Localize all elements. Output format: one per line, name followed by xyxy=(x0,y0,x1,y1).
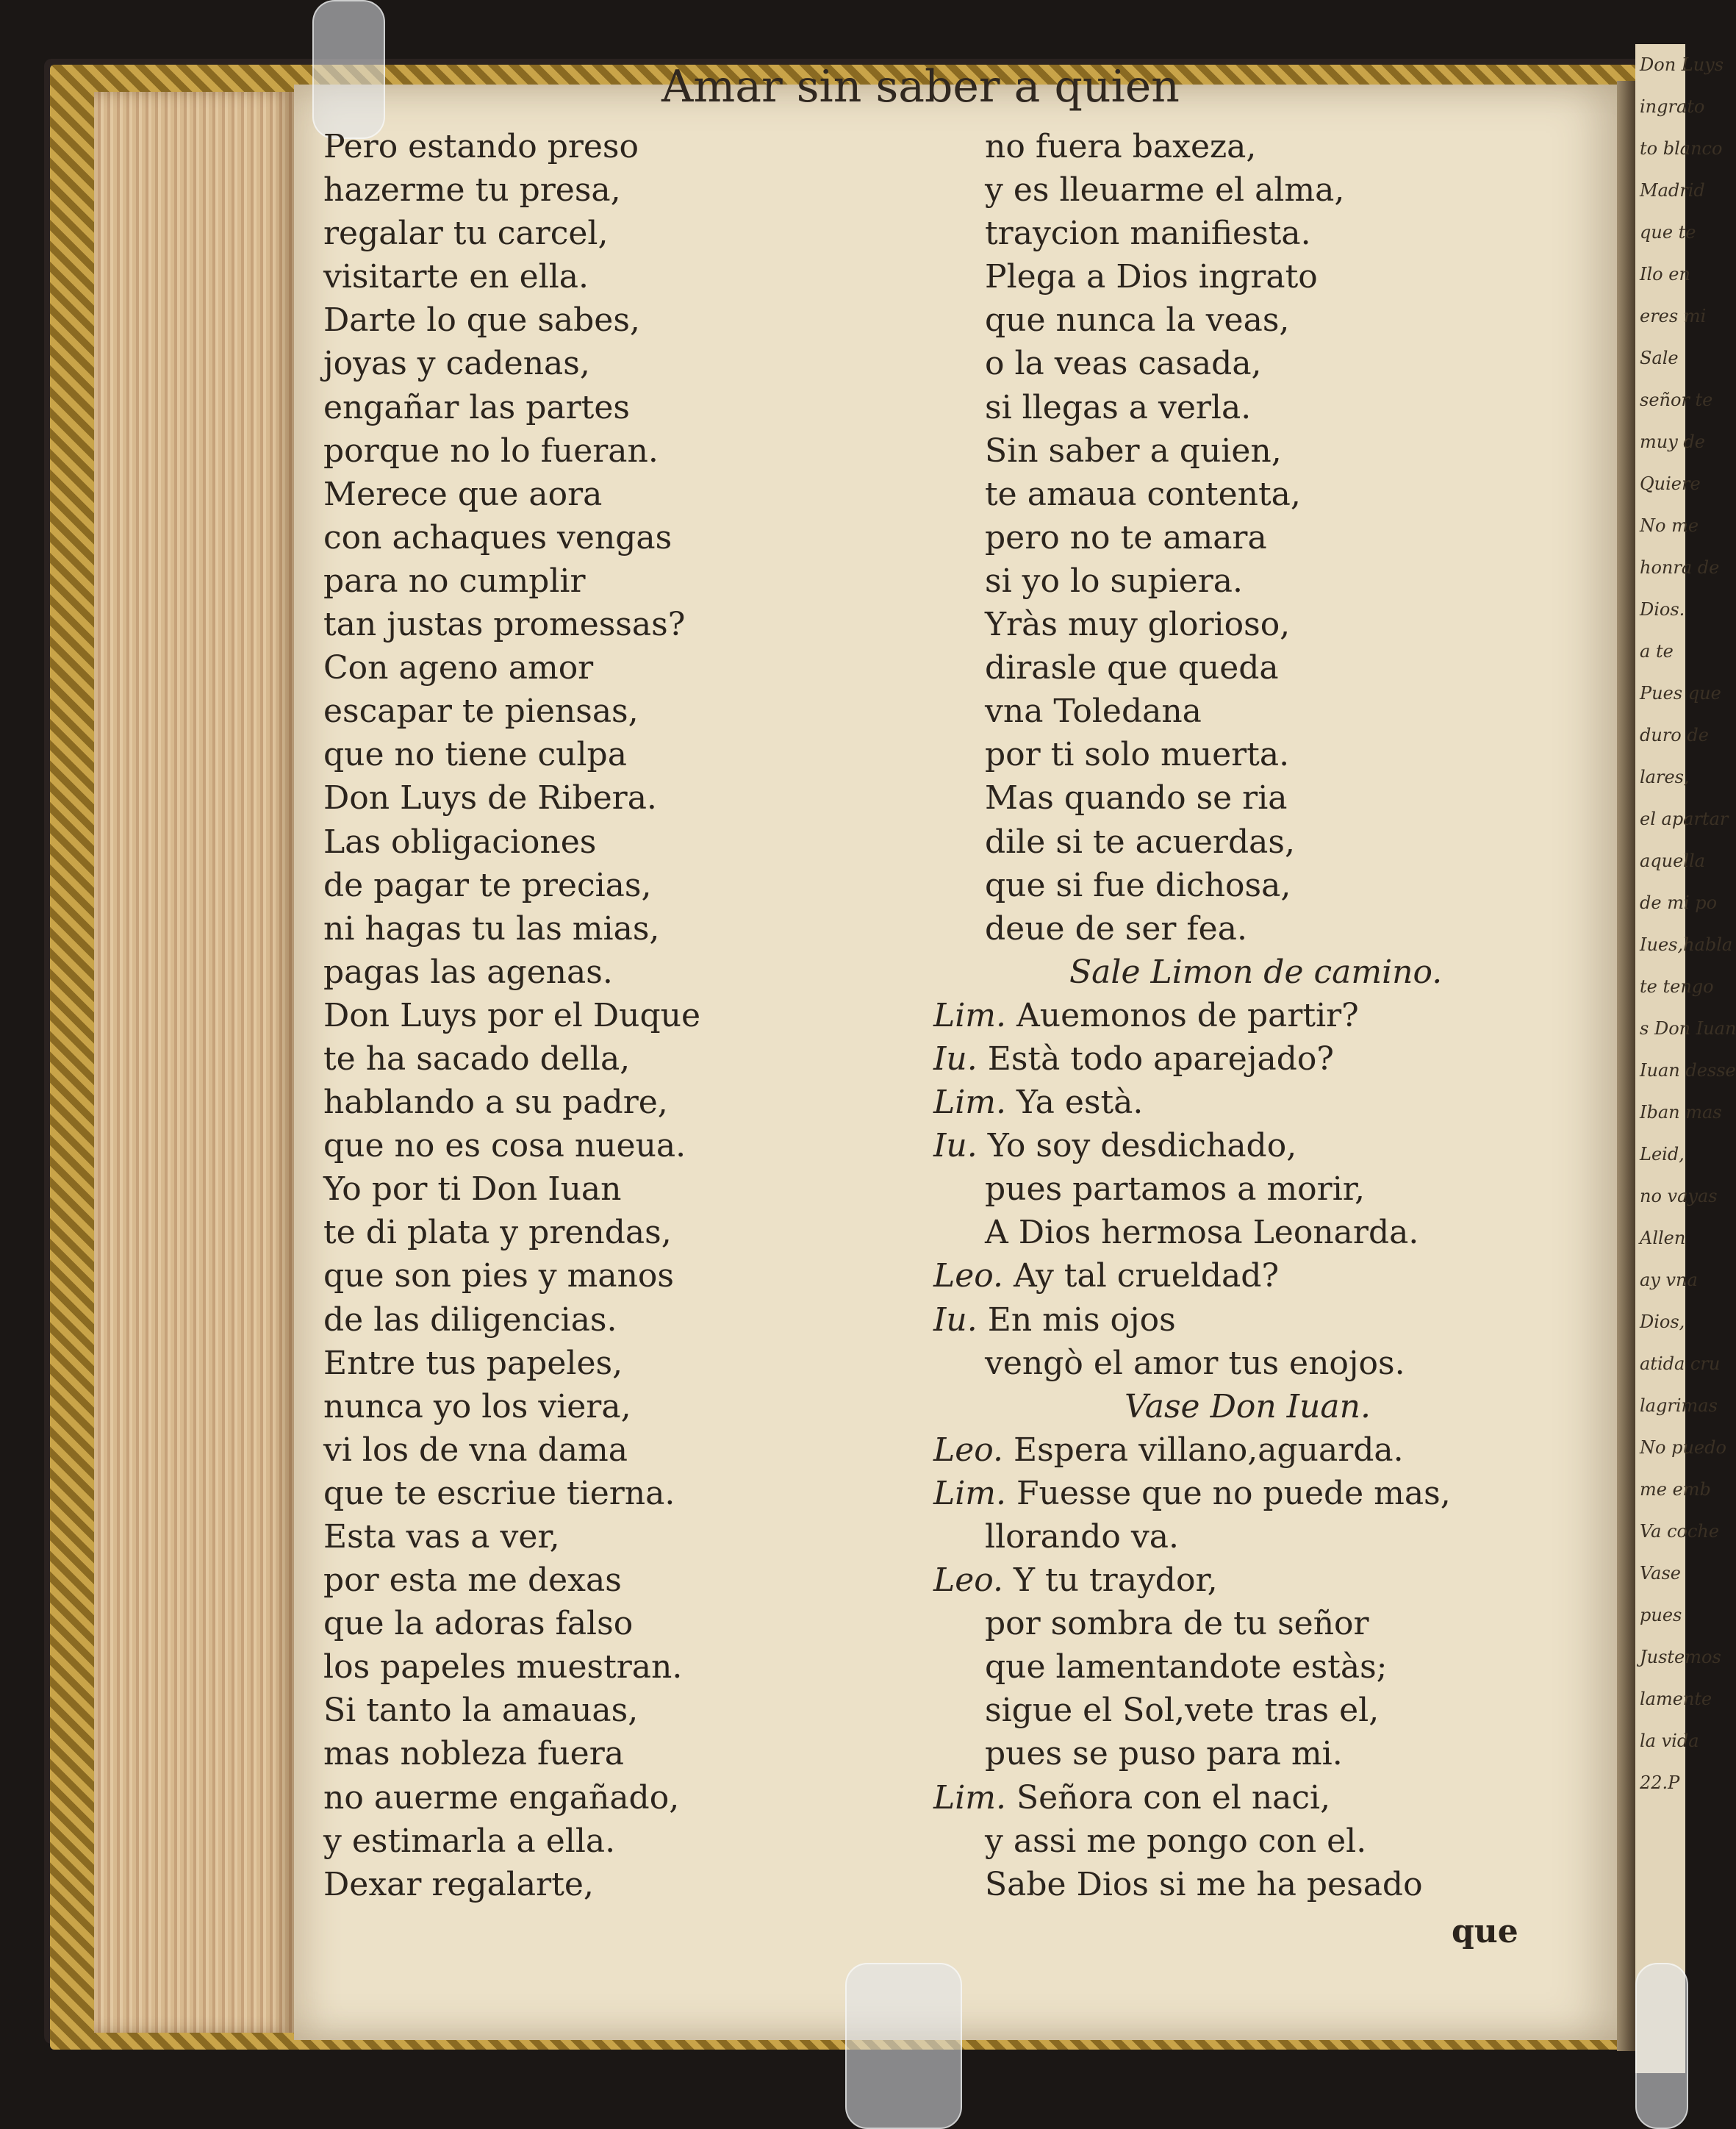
facing-page-text: lagrimas xyxy=(1640,1395,1718,1416)
verse-line: Sin saber a quien, xyxy=(985,432,1282,470)
facing-page-text: de mi po xyxy=(1640,892,1718,913)
verse-line: vi los de vna dama xyxy=(323,1431,628,1469)
speaker-label: Leo. xyxy=(933,1431,1014,1469)
verse-line: si yo lo supiera. xyxy=(985,562,1243,600)
verse-line: de las diligencias. xyxy=(323,1300,617,1339)
verse-line: y estimarla a ella. xyxy=(323,1822,616,1860)
verse-line: Plega a Dios ingrato xyxy=(985,258,1318,296)
verse-line: Si tanto la amauas, xyxy=(323,1692,639,1730)
facing-page-text: honra de xyxy=(1640,557,1720,578)
verse-line: por ti solo muerta. xyxy=(985,736,1290,774)
facing-page-text: Sale xyxy=(1640,348,1679,368)
verse-line: Yràs muy glorioso, xyxy=(985,606,1291,644)
facing-page-text: Don Luys xyxy=(1640,54,1724,75)
verse-line: Iu. Està todo aparejado? xyxy=(933,1040,1334,1078)
verse-line: Leo. Ay tal crueldad? xyxy=(933,1257,1280,1295)
speaker-label: Lim. xyxy=(933,1778,1016,1817)
facing-page-text: Allen xyxy=(1640,1228,1686,1248)
verse-line: no auerme engañado, xyxy=(323,1778,680,1817)
facing-page-fragment xyxy=(1635,44,1736,2073)
verse-line: por esta me dexas xyxy=(323,1561,622,1600)
facing-page-text: que te xyxy=(1640,222,1696,243)
verse-line: que son pies y manos xyxy=(323,1257,674,1295)
verse-line: y assi me pongo con el. xyxy=(985,1822,1367,1860)
facing-page-text: Dios. xyxy=(1640,599,1685,620)
verse-line: Esta vas a ver, xyxy=(323,1518,560,1556)
stage-direction: Sale Limon de camino. xyxy=(1069,953,1443,991)
top-clip xyxy=(312,0,385,139)
verse-line: los papeles muestran. xyxy=(323,1648,683,1686)
verse-line: dirasle que queda xyxy=(985,649,1279,687)
verse-line: que te escriue tierna. xyxy=(323,1474,675,1512)
facing-page-text: Justemos xyxy=(1640,1647,1721,1667)
verse-line: engañar las partes xyxy=(323,388,630,426)
running-title: Amar sin saber a quien xyxy=(661,61,1180,112)
verse-line: que la adoras falso xyxy=(323,1605,634,1643)
verse-line: Don Luys por el Duque xyxy=(323,996,701,1034)
verse-line: Lim. Auemonos de partir? xyxy=(933,996,1359,1034)
facing-page-text: Dios, xyxy=(1640,1312,1685,1332)
facing-page-text: muy de xyxy=(1640,432,1705,452)
facing-page-text: el apartar xyxy=(1640,809,1729,829)
facing-page-text: Vase xyxy=(1640,1563,1681,1584)
verse-line: con achaques vengas xyxy=(323,518,672,557)
verse-line: vengò el amor tus enojos. xyxy=(985,1344,1405,1382)
facing-page-text: Iues,habla xyxy=(1640,934,1733,955)
verse-line: que no tiene culpa xyxy=(323,736,627,774)
facing-page-text: No me xyxy=(1640,515,1699,536)
facing-page-text: duro de xyxy=(1640,725,1709,745)
facing-page-text: Iuan desse xyxy=(1640,1060,1736,1081)
facing-page-text: 22.P xyxy=(1640,1772,1680,1793)
verse-line: A Dios hermosa Leonarda. xyxy=(985,1214,1419,1252)
verse-line: pues se puso para mi. xyxy=(985,1735,1343,1773)
verse-line: Mas quando se ria xyxy=(985,779,1288,817)
verse-line: Las obligaciones xyxy=(323,823,597,861)
verse-line: escapar te piensas, xyxy=(323,693,639,731)
verse-line: que lamentandote estàs; xyxy=(985,1648,1388,1686)
page-edges xyxy=(94,92,294,2033)
speaker-label: Iu. xyxy=(933,1300,988,1339)
facing-page-text: s Don Iuan xyxy=(1640,1018,1736,1039)
speaker-label: Leo. xyxy=(933,1561,1014,1600)
verse-line: pero no te amara xyxy=(985,518,1267,557)
facing-page-text: a te xyxy=(1640,641,1674,662)
verse-line: Sabe Dios si me ha pesado xyxy=(985,1865,1423,1903)
verse-line: Don Luys de Ribera. xyxy=(323,779,657,817)
facing-page-text: Pues que xyxy=(1640,683,1721,704)
facing-page-text: Va coche xyxy=(1640,1521,1720,1542)
verse-line: que si fue dichosa, xyxy=(985,866,1291,904)
facing-page-text: señor te xyxy=(1640,390,1713,410)
right-column xyxy=(933,125,1463,1906)
verse-line: si llegas a verla. xyxy=(985,388,1252,426)
verse-line: te amaua contenta, xyxy=(985,475,1301,513)
verse-line: ni hagas tu las mias, xyxy=(323,909,660,948)
verse-line: para no cumplir xyxy=(323,562,586,600)
facing-page-text: pues xyxy=(1640,1605,1682,1625)
verse-line: mas nobleza fuera xyxy=(323,1735,624,1773)
verse-line: que nunca la veas, xyxy=(985,301,1290,340)
verse-line: Lim. Fuesse que no puede mas, xyxy=(933,1474,1451,1512)
catchword: que xyxy=(1452,1913,1518,1950)
verse-line: Iu. En mis ojos xyxy=(933,1300,1176,1339)
speaker-label: Lim. xyxy=(933,1474,1016,1512)
verse-line: hablando a su padre, xyxy=(323,1084,668,1122)
facing-page-text: to blanco xyxy=(1640,138,1723,159)
verse-line: deue de ser fea. xyxy=(985,909,1247,948)
verse-line: Con ageno amor xyxy=(323,649,594,687)
verse-line: te di plata y prendas, xyxy=(323,1214,672,1252)
verse-line: o la veas casada, xyxy=(985,345,1262,383)
verse-line: porque no lo fueran. xyxy=(323,432,659,470)
verse-line: Merece que aora xyxy=(323,475,603,513)
facing-page-text: Quiere xyxy=(1640,473,1701,494)
verse-line: visitarte en ella. xyxy=(323,258,589,296)
verse-line: Darte lo que sabes, xyxy=(323,301,640,340)
verse-line: llorando va. xyxy=(985,1518,1179,1556)
gutter xyxy=(1617,81,1635,2051)
speaker-label: Iu. xyxy=(933,1040,988,1078)
speaker-label: Lim. xyxy=(933,996,1016,1034)
speaker-label: Lim. xyxy=(933,1084,1016,1122)
verse-line: traycion manifiesta. xyxy=(985,215,1311,253)
facing-page-text: aquella xyxy=(1640,851,1705,871)
facing-page-text: No puedo xyxy=(1640,1437,1726,1458)
verse-line: Leo. Espera villano,aguarda. xyxy=(933,1431,1404,1469)
speaker-label: Leo. xyxy=(933,1257,1014,1295)
verse-line: Yo por ti Don Iuan xyxy=(323,1170,622,1209)
facing-page-text: lares, xyxy=(1640,767,1690,787)
verse-line: pagas las agenas. xyxy=(323,953,613,991)
right-clip xyxy=(1635,1963,1688,2129)
verse-line: Leo. Y tu traydor, xyxy=(933,1561,1218,1600)
facing-page-text: te tengo xyxy=(1640,976,1714,997)
facing-page-text: Madrid xyxy=(1640,180,1705,201)
facing-page-text: no vayas xyxy=(1640,1186,1718,1206)
verse-line: de pagar te precias, xyxy=(323,866,652,904)
verse-line: y es lleuarme el alma, xyxy=(985,171,1345,210)
facing-page-text: la vida xyxy=(1640,1731,1699,1751)
bottom-clip xyxy=(845,1963,962,2129)
verse-line: Iu. Yo soy desdichado, xyxy=(933,1127,1297,1165)
facing-page-text: atida cru xyxy=(1640,1353,1721,1374)
facing-page-text: Ilo en xyxy=(1640,264,1690,285)
verse-line: que no es cosa nueua. xyxy=(323,1127,686,1165)
facing-page-text: ingrato xyxy=(1640,96,1705,117)
verse-line: te ha sacado della, xyxy=(323,1040,631,1078)
facing-page-text: Leid, xyxy=(1640,1144,1685,1164)
verse-line: tan justas promessas? xyxy=(323,606,686,644)
verse-line: dile si te acuerdas, xyxy=(985,823,1295,861)
verse-line: Pero estando preso xyxy=(323,128,639,165)
verse-line: sigue el Sol,vete tras el, xyxy=(985,1692,1380,1730)
facing-page-text: lamente xyxy=(1640,1689,1712,1709)
verse-line: Entre tus papeles, xyxy=(323,1344,623,1382)
verse-line: Lim. Señora con el naci, xyxy=(933,1778,1331,1817)
speaker-label: Iu. xyxy=(933,1127,988,1165)
facing-page-text: ay vna xyxy=(1640,1270,1698,1290)
left-column xyxy=(323,125,779,1906)
verse-line: no fuera baxeza, xyxy=(985,128,1257,165)
verse-line: pues partamos a morir, xyxy=(985,1170,1365,1209)
verse-line: Dexar regalarte, xyxy=(323,1865,594,1903)
verse-line: Lim. Ya està. xyxy=(933,1084,1144,1122)
verse-line: regalar tu carcel, xyxy=(323,215,609,253)
stage-direction: Vase Don Iuan. xyxy=(1125,1387,1371,1425)
facing-page-text: Iban mas xyxy=(1640,1102,1722,1123)
facing-page-text: eres mi xyxy=(1640,306,1707,326)
verse-line: joyas y cadenas, xyxy=(323,345,590,383)
verse-line: hazerme tu presa, xyxy=(323,171,621,210)
verse-line: nunca yo los viera, xyxy=(323,1387,631,1425)
verse-line: por sombra de tu señor xyxy=(985,1605,1369,1643)
verse-line: vna Toledana xyxy=(985,693,1202,731)
facing-page-text: me emb xyxy=(1640,1479,1711,1500)
